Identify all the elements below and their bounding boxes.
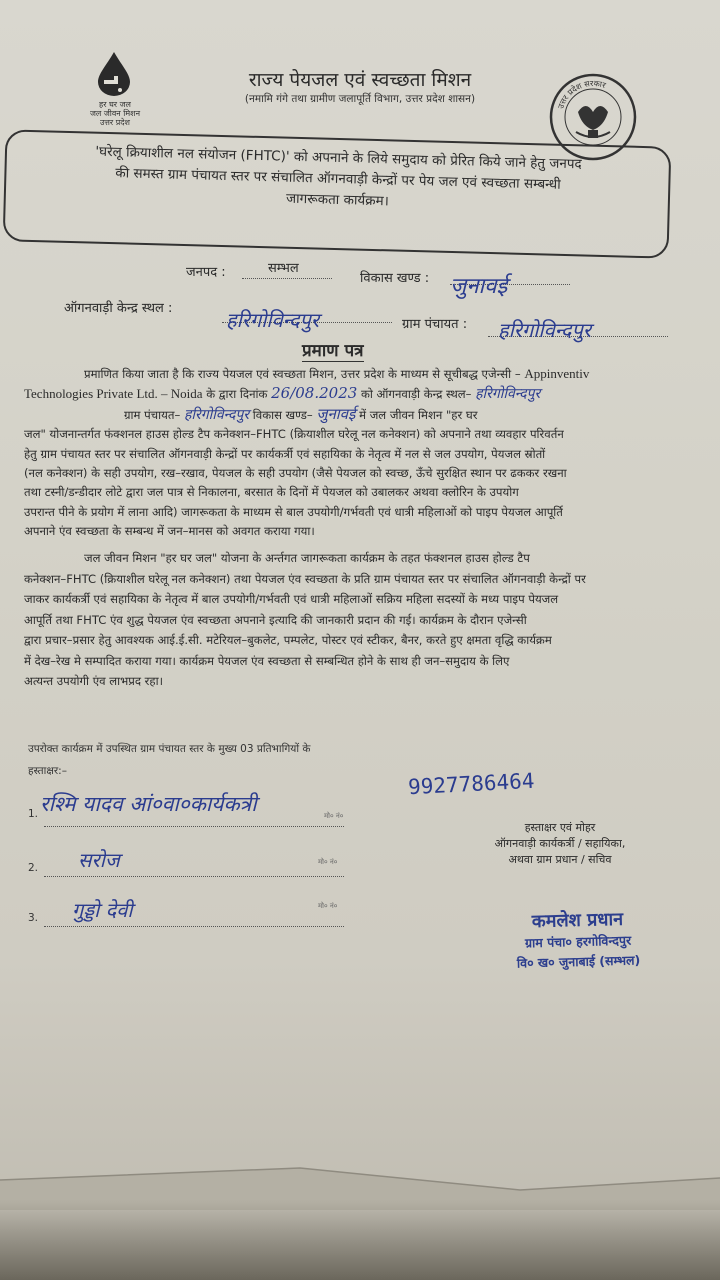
para1-line: (नल कनेक्शन) के सही उपयोग, रख–रखाव, पेयजल के सही उपयोग (जैसे पेयजल को स्वच्छ, ऊँचे सुरक्षित स्थान पर ढककर रखना xyxy=(24,466,567,481)
stamp-line: वि० ख० जुनाबाई (सम्भल) xyxy=(516,952,641,971)
gram-panchayat-inline: हरिगोविन्दपुर xyxy=(183,406,250,423)
para1-line: के द्वारा दिनांक xyxy=(206,387,268,402)
participant-2-line xyxy=(44,876,344,877)
para1-line: विकास खण्ड– xyxy=(252,407,313,422)
participants-signature-label: हस्ताक्षर:– xyxy=(28,765,67,777)
para2-line: आपूर्ति तथा FHTC एंव शुद्ध पेयजल एंव स्वच्छता अपनाने इत्यादि की जानकारी प्रदान की गई। कार्यक्रम के दौरान एजेन्सी xyxy=(24,612,527,627)
gram-panchayat-label: ग्राम पंचायत : xyxy=(402,317,468,332)
agency-name-cont: Technologies Private Ltd. – Noida xyxy=(24,386,203,402)
svg-text:उत्तर प्रदेश सरकार xyxy=(556,79,607,110)
para1-line: में जल जीवन मिशन "हर घर xyxy=(359,407,478,422)
vikas-khand-inline: जुनावई xyxy=(316,404,356,423)
participant-2-mobile-label: मो० नं० xyxy=(318,858,338,866)
program-title-line: की समस्त ग्राम पंचायत स्तर पर संचालित ऑगनवाड़ी केन्द्रों पर पेय जल एवं स्वच्छता सम्बन्धी xyxy=(115,165,561,193)
mission-title: राज्य पेयजल एवं स्वच्छता मिशन xyxy=(248,69,472,91)
janpad-value: सम्भल xyxy=(268,261,299,276)
participants-intro: उपरोक्त कार्यक्रम में उपस्थित ग्राम पंचायत स्तर के मुख्य 03 प्रतिभागियों के xyxy=(28,743,311,755)
certificate-paragraph-2 xyxy=(24,548,704,692)
participant-number: 2. xyxy=(28,862,39,874)
logo-caption-line: जल जीवन मिशन xyxy=(89,109,141,118)
vikas-khand-label: विकास खण्ड : xyxy=(360,271,430,286)
program-title-line: जागरूकता कार्यक्रम। xyxy=(285,190,390,210)
participant-1-mobile-label: मो० नं० xyxy=(324,812,344,820)
signature-block-line: ऑगनवाड़ी कार्यकर्त्री / सहायिका, xyxy=(494,837,626,850)
signature-block xyxy=(460,820,660,868)
agency-name: Appinventiv xyxy=(524,366,590,381)
background-surface xyxy=(0,1200,720,1280)
para1-line: ग्राम पंचायत– xyxy=(124,407,181,422)
para2-line: अत्यन्त उपयोगी एंव लाभप्रद रहा। xyxy=(24,674,163,688)
para1-line: तथा टस्नी/डन्डीदार लोटे द्वारा जल पात्र से निकालना, बरसात के दिनों में पेयजल को उबालकर अथवा क्लोरिन के उपयोग xyxy=(24,485,519,500)
para2-line: में देख–रेख मे सम्पादित कराया गया। कार्यक्रम पेयजल एंव स्वच्छता से सम्बन्धित होने के साथ ही जन–समुदाय के लिए xyxy=(24,653,510,668)
para1-line: प्रमाणित किया जाता है कि राज्य पेयजल एवं स्वच्छता मिशन, उत्तर प्रदेश के माध्यम से सूचीबद्ध एजेन्सी – xyxy=(84,367,521,381)
para1-line: को ऑगनवाड़ी केन्द्र स्थल– xyxy=(360,387,472,402)
sthal-value: हरिगोविन्दपुर xyxy=(475,386,541,403)
anganwadi-label: ऑगनवाड़ी केन्द्र स्थल : xyxy=(64,301,173,316)
program-date: 26/08.2023 xyxy=(271,384,358,403)
stamp-line: ग्राम पंचा० हरगोविन्दपुर xyxy=(524,932,632,951)
jal-jeevan-logo xyxy=(80,50,150,140)
gram-panchayat-value: हरिगोविन्दपुर xyxy=(498,318,592,342)
participant-1-line xyxy=(44,826,344,827)
para2-line: जाकर कार्यकर्त्री एवं सहायिका के नेतृत्व में बाल उपयोगी/गर्भवती एवं धात्री महिलाओं सक्रिय महिला सदस्यों के मध्य पाइप पेयजल xyxy=(24,592,559,606)
vikas-khand-value: जुनावई xyxy=(450,274,508,299)
participant-1-phone: 9927786464 xyxy=(407,768,535,800)
para1-line: अपनाने एंव स्वच्छता के सम्बन्ध में जन–मानस को अवगत कराया गया। xyxy=(24,524,315,539)
program-title-line: 'घरेलू क्रियाशील नल संयोजन (FHTC)' को अपनाने के लिये समुदाय को प्रेरित किये जाने हेतु जनपद xyxy=(95,143,582,173)
mission-subtitle: (नमामि गंगे तथा ग्रामीण जलापूर्ति विभाग, उत्तर प्रदेश शासन) xyxy=(244,93,476,105)
pradhan-stamp xyxy=(477,905,679,974)
para2-line: कनेक्शन–FHTC (क्रियाशील घरेलू नल कनेक्शन) तथा पेयजल एंव स्वच्छता के प्रति ग्राम पंचायत स्तर पर संचालित ऑगनवाड़ी केन्द्रों पर xyxy=(24,571,586,586)
para1-line: उपरान्त पीने के प्रयोग में लाना आदि) जागरूकता के माध्यम से बाल उपयोगी/गर्भवती एवं धात्री महिलाओं को पाइप पेयजल आपूर्ति xyxy=(24,504,563,519)
participant-3-mobile-label: मो० नं० xyxy=(318,902,338,910)
participant-number: 1. xyxy=(28,808,39,820)
signature-block-line: हस्ताक्षर एवं मोहर xyxy=(524,821,596,834)
para1-line: जल" योजनान्तर्गत फंक्शनल हाउस होल्ड टैप कनेक्शन–FHTC (क्रियाशील घरेलू नल कनेक्शन) को अपनाने तथा व्यवहार परिवर्तन xyxy=(24,427,564,442)
signature-block-line: अथवा ग्राम प्रधान / सचिव xyxy=(508,853,612,866)
certificate-paragraph-1 xyxy=(24,364,704,542)
logo-caption-line: उत्तर प्रदेश xyxy=(100,118,130,127)
participant-3-signature: गुड्डो देवी xyxy=(72,898,133,922)
para2-line: द्वारा प्रचार–प्रसार हेतु आवश्यक आई.ई.सी. मटेरियल–बुकलेट, पम्पलेट, पोस्टर एवं स्टीकर, बैनर, करते हुए क्षमता वृद्धि कार्यक्रम xyxy=(24,633,552,647)
janpad-underline xyxy=(242,278,332,279)
participant-1-signature: रश्मि यादव आं०वा०कार्यकत्री xyxy=(40,792,257,816)
participant-3-line xyxy=(44,926,344,927)
logo-caption-line: हर घर जल xyxy=(99,100,131,109)
certificate-heading: प्रमाण पत्र xyxy=(302,338,364,362)
participant-number: 3. xyxy=(28,912,39,924)
para2-line: जल जीवन मिशन "हर घर जल" योजना के अर्न्तगत जागरूकता कार्यक्रम के तहत फंक्शनल हाउस होल्ड टैप xyxy=(84,551,530,565)
stamp-line: कमलेश प्रधान xyxy=(531,908,624,933)
janpad-label: जनपद : xyxy=(186,265,226,280)
para1-line: हेतु ग्राम पंचायत स्तर पर संचालित ऑगनवाड़ी केन्द्रों पर कार्यकर्त्री एवं सहायिका के नेतृत्व में नल से जल उपयोग, पेयजल स्रोतों xyxy=(24,446,546,461)
anganwadi-value: हरिगोविन्दपुर xyxy=(226,308,320,332)
water-drop-icon xyxy=(94,50,134,98)
emblem-text: उत्तर प्रदेश सरकार xyxy=(556,78,607,110)
participant-2-signature: सरोज xyxy=(78,848,120,872)
